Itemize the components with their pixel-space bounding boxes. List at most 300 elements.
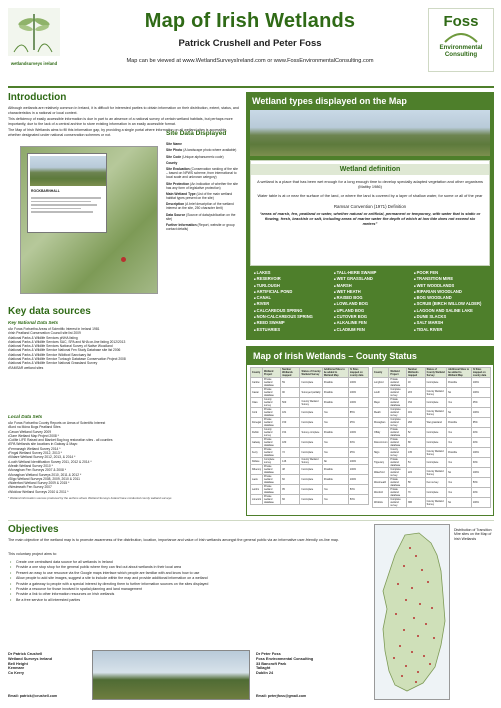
national-source-item: •National Parks & Wildlife Services pNHA listing (8, 335, 78, 340)
county-cell: Yes (447, 438, 472, 448)
site-data-item (166, 142, 240, 146)
county-cell: Complete wetland survey (389, 468, 407, 478)
wetland-type-item: ■ LAKES (254, 270, 332, 276)
county-cell: 50% (348, 485, 368, 495)
county-row (373, 388, 491, 398)
national-source-item: •National Parks & Wildlife Services SAC, SPA and NHA on-line listing 2012/2013 (8, 339, 126, 344)
map-marker[interactable] (421, 569, 423, 571)
map-marker[interactable] (411, 651, 413, 653)
objective-item: • Allow people to add site images, suggest a site to include within the map and provide additional information on a wetland (8, 576, 368, 581)
site-data-key: Site Code (166, 154, 182, 159)
local-source-item: •EPA Wetlands site locations in Galway & Mayo (8, 442, 78, 447)
county-table-right (372, 367, 491, 508)
county-cell: Meath (373, 408, 389, 418)
local-source-item: •Fingal Wetland Survey 2012, 2013 * (8, 451, 62, 456)
national-source-item: •National Parks & Wildlife Service Turlough Database Conservation Project 2008 (8, 357, 126, 362)
ramsar-title: Ramsar Convention (1971) Definition (333, 204, 407, 209)
contact-right (256, 652, 368, 676)
county-cell: 150 (281, 418, 300, 428)
county-header-cell: % Sites mapped on county data (471, 368, 490, 378)
national-title: Key National Data Sets (8, 320, 59, 325)
local-source-item: •Clare Wetland Map Project 2008 * (8, 433, 59, 438)
contact-left-email[interactable]: Email: patrick@crushell.com (8, 694, 58, 698)
county-cell: 100% (471, 498, 490, 508)
county-header-cell: Additional Sites to be added to Wetland Map (447, 368, 472, 378)
county-cell: County Wetland Survey (425, 408, 446, 418)
map-marker[interactable] (409, 547, 411, 549)
wetland-type-item: ■ RAISED BOG (334, 295, 412, 301)
county-row (251, 388, 369, 398)
map-marker[interactable] (417, 635, 419, 637)
county-cell: Private wetland database (389, 428, 407, 438)
map-marker[interactable] (425, 623, 427, 625)
county-row (373, 488, 491, 498)
county-cell: 25% (348, 448, 368, 458)
county-cell: Complete wetland survey (389, 388, 407, 398)
county-cell: Possible (322, 398, 348, 408)
national-source-item: •National Parks & Wildlife Service National Grassland Survey (8, 361, 98, 366)
county-cell: 54 (406, 458, 425, 468)
county-cell: Yes (322, 485, 348, 495)
site-data-value: (A landscape photo where available) (182, 148, 237, 153)
wetland-type-item: ■ RESERVOIR (254, 276, 332, 282)
map-marker[interactable] (393, 657, 395, 659)
contact-line: Dr Peter Foss (256, 652, 281, 656)
county-cell: 95 (281, 485, 300, 495)
national-source-item: •An Foras Forbartha Areas of Scientific Interest in Ireland 1981 (8, 327, 100, 331)
county-cell: Westmeath (373, 478, 389, 488)
county-row (373, 478, 491, 488)
wetland-type-item: ■ DUNE SLACKS (414, 314, 492, 320)
map-marker[interactable] (405, 665, 407, 667)
county-cell: Possible (447, 418, 472, 428)
county-header-cell: County (373, 368, 389, 378)
county-cell: 70 (406, 488, 425, 498)
map-marker[interactable] (415, 681, 417, 683)
site-popup-label: ROCKBARNHALL (31, 189, 60, 193)
foss-name: Foss (443, 13, 479, 30)
national-list (8, 327, 240, 370)
county-table-header (251, 368, 369, 378)
county-cell: 100% (348, 388, 368, 398)
county-cell: 85% (348, 408, 368, 418)
map-marker[interactable] (429, 663, 431, 665)
county-cell: 52 (406, 428, 425, 438)
leaf-icon (441, 30, 481, 44)
ireland-distribution-map[interactable] (374, 524, 450, 700)
county-row (373, 398, 491, 408)
local-source-item: •Louth Wetland Identification Survey 2011, 2012 & 2014 * (8, 459, 92, 464)
county-cell: Carlow (251, 378, 263, 388)
county-cell: County Wetland Survey (300, 458, 322, 465)
map-marker[interactable] (405, 599, 407, 601)
local-source-item: •Fermanagh Wetland Survey 2014 * (8, 446, 61, 451)
county-cell: 60 (281, 475, 300, 485)
county-cell: Incomplete (300, 378, 322, 388)
county-cell: 100% (348, 465, 368, 475)
national-source-item: •Irish Peatland Conservation Council site list 2009 (8, 331, 81, 336)
wetland-type-item: ■ WET GRASSLAND (334, 276, 412, 282)
county-cell: 18 (406, 378, 425, 388)
county-row (251, 495, 369, 505)
county-cell: 181 (406, 408, 425, 418)
county-cell: 100% (471, 388, 490, 398)
wetland-type-item: ■ RIPARIAN WOODLAND (414, 289, 492, 295)
map-marker[interactable] (399, 645, 401, 647)
county-cell: Incomplete (425, 458, 446, 468)
bog-landscape-photo (92, 650, 250, 700)
county-cell: Kerry (251, 448, 263, 458)
types-col-2 (334, 270, 412, 333)
site-data-item (166, 167, 240, 179)
county-cell: 100% (348, 458, 368, 465)
county-row (251, 438, 369, 448)
county-status-title: Map of Irish Wetlands – County Status (247, 347, 493, 365)
county-row (373, 428, 491, 438)
county-cell: 40% (471, 438, 490, 448)
objective-item: • Be a free service to all interested parties (8, 598, 368, 603)
intro-p3: The Map of Irish Wetlands aims to fill this information gap, by providing a single portal where information on all wetland sites is accessible, whether designated under national conservation schemes or not. (8, 128, 228, 137)
county-row (373, 418, 491, 428)
types-col-1 (254, 270, 332, 333)
site-map-marker[interactable] (121, 257, 126, 262)
wetland-type-item: ■ LOWLAND BOG (334, 301, 412, 307)
county-cell: Dublin (251, 428, 263, 438)
local-source-item: •An Foras Forbartha County Reports on Areas of Scientific Interest (8, 421, 106, 425)
local-title: Local Data Sets (8, 414, 43, 419)
county-cell: Possible (322, 428, 348, 438)
county-cell: 100% (348, 378, 368, 388)
site-data-list (166, 142, 240, 233)
county-cell: 50% (348, 495, 368, 505)
county-header-cell: Wetland Project (263, 368, 281, 378)
objectives-list (8, 560, 368, 603)
objective-item: • Present an easy to use resource via the Google maps interface which people are familiar with and know how to use (8, 571, 368, 576)
wetland-type-item: ■ LAGOON AND SALINE LAKE (414, 308, 492, 314)
wetland-type-item: ■ NON-CALCAREOUS SPRING (254, 314, 332, 320)
contact-left (8, 652, 90, 676)
county-cell: Laois (251, 475, 263, 485)
county-cell: Longford (373, 378, 389, 388)
logo-foss (428, 8, 494, 72)
wetland-type-item: ■ BOG WOODLAND (414, 295, 492, 301)
county-row (251, 458, 369, 465)
map-marker[interactable] (431, 607, 433, 609)
intro-p2: This deficiency of easily accessible information is due in part to an absence of a national survey of certain wetland habitats, but perhaps more importantly, due to the lack of a central archive to store existing information in an easily accessible format. (8, 117, 233, 126)
local-source-item: •Monaghan Wetland Surveys 2010, 2011 & 2012 * (8, 472, 82, 477)
objectives-title: Objectives (8, 524, 59, 535)
county-cell: Incomplete (300, 475, 322, 485)
contact-line: Dublin 24 (256, 671, 274, 676)
county-cell: Incomplete (300, 438, 322, 448)
local-source-item: •Waterford Wetland Survey 2009 & 2015 * (8, 481, 70, 486)
wetland-type-item: ■ REED SWAMP (254, 320, 332, 326)
wetland-type-item: ■ ESTUARIES (254, 327, 332, 333)
site-data-item (166, 155, 240, 159)
ireland-outline-icon (375, 525, 450, 700)
map-marker[interactable] (403, 629, 405, 631)
local-source-item: •Sligo Wetland Surveys 2008, 2009, 2010 & 2011 (8, 476, 80, 481)
county-row (373, 438, 491, 448)
dragonfly-logo-icon (8, 8, 60, 56)
county-cell: 154 (281, 428, 300, 438)
map-marker[interactable] (433, 637, 435, 639)
county-cell: 30% (348, 438, 368, 448)
county-cell: 59 (281, 378, 300, 388)
county-cell: No (447, 388, 472, 398)
county-cell: No (322, 458, 348, 465)
objective-item: • Provide a gateway to people with a special interest by directing them to further information sources on the sites displayed (8, 582, 368, 587)
site-popup-lines (28, 194, 106, 216)
contact-line: Bell Height (8, 661, 28, 666)
county-cell: Wicklow (373, 498, 389, 508)
contact-line: Co Kerry (8, 671, 25, 676)
county-cell: Private wetland database (389, 398, 407, 408)
county-row (373, 468, 491, 478)
map-marker[interactable] (397, 583, 399, 585)
county-cell: Incomplete (425, 488, 446, 498)
map-marker[interactable] (411, 587, 413, 589)
county-cell: 45% (471, 398, 490, 408)
county-row (251, 418, 369, 428)
objective-item: • Provide a one stop shop for the general public where they can find out about wetlands in their local area (8, 565, 368, 570)
county-cell: County Wetland Survey (425, 388, 446, 398)
county-cell: Leitrim (251, 485, 263, 495)
county-cell: 386 (406, 498, 425, 508)
county-cell: Incomplete (425, 378, 446, 388)
county-cell: Galway (251, 438, 263, 448)
site-data-value: (A brief description of the wetland interest on the site, 250 character limit) (166, 202, 234, 211)
county-cell: Private wetland database (389, 378, 407, 388)
county-cell: 40% (471, 428, 490, 438)
county-cell: Yes (322, 408, 348, 418)
definition-p1: A wetland is a place that has been wet enough for a long enough time to develop specially adapted vegetation and other organisms (Maltby 1986) (257, 179, 483, 189)
site-data-item (166, 148, 240, 152)
county-cell: 222 (406, 468, 425, 478)
county-cell: 40% (471, 488, 490, 498)
county-cell: County Wetland Survey (425, 448, 446, 458)
county-row (251, 448, 369, 458)
map-marker[interactable] (401, 675, 403, 677)
county-cell: 100% (348, 398, 368, 408)
county-cell: Private wetland database (263, 438, 281, 448)
county-cell: County Wetland Survey (425, 468, 446, 478)
county-cell: County Wetland Survey (425, 498, 446, 508)
county-cell: Yes (322, 438, 348, 448)
county-cell: Monaghan (373, 418, 389, 428)
county-cell: 90 (281, 388, 300, 398)
contact-right-email[interactable]: Email: peterjfoss@gmail.com (256, 694, 307, 698)
county-cell: Yes (447, 478, 472, 488)
county-row (251, 408, 369, 418)
county-cell: Surveyed partially (300, 388, 322, 398)
county-cell: Wexford (373, 488, 389, 498)
wetland-type-item: ■ CANAL (254, 295, 332, 301)
county-cell: Wet grassland (425, 418, 446, 428)
county-cell: 100% (471, 468, 490, 478)
authors: Patrick Crushell and Peter Foss (178, 38, 322, 49)
county-cell: Private wetland database (263, 408, 281, 418)
county-header-cell: Additional Sites to be added to Wetland Map (322, 368, 348, 378)
objective-item: • Provide a link to other information resources on Irish wetlands (8, 592, 368, 597)
national-source-item: •RAMSAR wetland sites (8, 365, 44, 370)
wetland-type-item: ■ CUTOVER BOG (334, 314, 412, 320)
county-cell: No (447, 468, 472, 478)
county-cell: Clare (251, 398, 263, 408)
county-cell: Kildare (251, 458, 263, 465)
county-cell: Possible (322, 475, 348, 485)
county-cell: 66 (281, 495, 300, 505)
definition-title: Wetland definition (251, 164, 489, 175)
wetland-type-item: ■ UPLAND BOG (334, 308, 412, 314)
wetland-type-item: ■ RIVER (254, 301, 332, 307)
wetland-type-item: ■ ARTIFICIAL POND (254, 289, 332, 295)
county-cell: Incomplete (425, 398, 446, 408)
county-cell: Complete wetland survey (389, 418, 407, 428)
map-marker[interactable] (419, 603, 421, 605)
wetland-type-item: ■ CALCAREOUS SPRING (254, 308, 332, 314)
national-source-item: •National Parks & Wildlife Service National Fen Study Database site list 2006 (8, 348, 121, 353)
county-row (251, 485, 369, 495)
county-cell: Yes (447, 488, 472, 498)
county-cell: 100% (471, 408, 490, 418)
county-cell: Private wetland database (389, 458, 407, 468)
county-cell: Mayo (373, 398, 389, 408)
map-marker[interactable] (427, 581, 429, 583)
site-data-title: Site Data Displayed (166, 130, 227, 137)
county-cell: 135 (406, 448, 425, 458)
county-cell: Private wetland database (263, 388, 281, 398)
contact-line: 33 Bancroft Park (256, 661, 287, 666)
site-data-key: Data Source (166, 212, 186, 217)
intro-p1: Although wetlands are relatively common in Ireland, it is difficult for interested parties to obtain information on their distribution, extent, status, and characteristics in a national or local context. (8, 106, 239, 115)
county-cell: Louth (373, 388, 389, 398)
county-cell: Private wetland database (389, 438, 407, 448)
county-cell: Private wetland database (263, 465, 281, 475)
contact-line: Foss Environmental Consulting (256, 656, 314, 661)
site-data-key: Site Name (166, 142, 182, 146)
ramsar-text: “areas of marsh, fen, peatland or water, whether natural or artificial, permanent or temporary, with water that is static or flowing, fresh, brackish or salt, including areas of marine water the depth of which at low tide does not exceed six meters” (259, 211, 481, 227)
county-cell: Complete wetland survey (389, 408, 407, 418)
objective-item: • Create one centralised data source for all wetlands in Ireland (8, 560, 368, 565)
county-cell: 100% (348, 475, 368, 485)
county-cell: Kilkenny (251, 465, 263, 475)
page-title: Map of Irish Wetlands (144, 10, 356, 32)
site-data-value: (An indication of whether the site has any form of legislative protection) (166, 181, 239, 190)
local-source-item: •Kildare Wetland Survey 2012, 2013, & 2014 * (8, 455, 76, 460)
map-marker[interactable] (403, 565, 405, 567)
wetland-types-panel (246, 92, 494, 340)
map-marker[interactable] (415, 555, 417, 557)
local-list (8, 421, 240, 494)
map-marker[interactable] (423, 655, 425, 657)
site-data-key: Site Photo (166, 148, 183, 153)
objectives-intro: The main objective of the wetland map is to promote awareness of the distribution, location, importance and value of Irish wetlands amongst the general public via an informative user-friendly on-line map. (8, 538, 340, 542)
county-cell: County wetland survey (263, 398, 281, 408)
intro-title: Introduction (8, 92, 67, 103)
county-row (373, 498, 491, 508)
contact-line: Kenmare (8, 666, 25, 671)
definition-box (250, 160, 490, 266)
county-row (251, 465, 369, 475)
contact-line: Dr Patrick Crushell (8, 652, 43, 656)
local-source-item: •Cavan Wetland Survey 2009 (8, 429, 52, 434)
site-data-key: Description (166, 202, 185, 207)
site-data-value: (Conservation ranking of the site – based on NPWS scheme, from international to local scale and unknown category) (166, 167, 239, 180)
county-header-cell: Wetland Project (389, 368, 407, 378)
county-cell: Incomplete (300, 448, 322, 458)
site-data-item (166, 223, 240, 231)
foss-sub: Environmental Consulting (439, 44, 483, 58)
county-cell: Sligo (373, 448, 389, 458)
county-table-header (373, 368, 491, 378)
wetland-type-item: ■ ALKALINE FEN (334, 320, 412, 326)
county-cell: Incomplete (300, 485, 322, 495)
objectives-lead: This voluntary project aims to: (8, 552, 57, 556)
site-data-key: Site Evaluation (166, 167, 190, 172)
local-source-item: •Wicklow Wetland Surveys 2010 & 2011 * (8, 489, 69, 494)
county-cell: 50% (471, 478, 490, 488)
site-data-item (166, 213, 240, 221)
county-cell: Yes (322, 448, 348, 458)
county-cell: Possible (447, 448, 472, 458)
county-cell: 72 (281, 448, 300, 458)
county-header-cell: Number Wetlands mapped (281, 368, 300, 378)
types-col-3 (414, 270, 492, 333)
site-data-item (166, 192, 240, 200)
wetland-type-item: ■ TIDAL RIVER (414, 327, 492, 333)
county-cell: 266 (406, 418, 425, 428)
definition-p2: Water table is at or near the surface of the land, or where the land is covered by a layer of shallow water, for some or all of the year (257, 193, 483, 198)
wetland-type-item: ■ SCRUB (BIRCH WILLOW ALDER) (414, 301, 492, 307)
map-marker[interactable] (395, 613, 397, 615)
site-data-key: Further Information (166, 223, 197, 228)
site-popup-photo (30, 156, 106, 186)
site-data-value: (Source of data/publication on the site) (166, 212, 236, 221)
county-cell: 48 (281, 465, 300, 475)
site-data-value: (Unique alphanumeric code) (181, 154, 224, 159)
county-cell: Yes (447, 398, 472, 408)
county-cell: Survey complete (300, 428, 322, 438)
county-cell: 25% (348, 418, 368, 428)
wetland-type-item: ■ WET HEATH (334, 289, 412, 295)
objectives-divider (8, 520, 494, 521)
local-source-item: •Monaghan Fen Surveys 2007 & 2008 * (8, 468, 66, 473)
county-cell: 100% (471, 448, 490, 458)
county-cell: Roscommon (373, 438, 389, 448)
site-data-item (166, 182, 240, 190)
county-cell: Yes (447, 458, 472, 468)
county-cell: Complete wetland survey (389, 498, 407, 508)
site-data-value: (Report, website or group contact details) (166, 223, 235, 232)
county-cell: 58 (406, 478, 425, 488)
county-cell: Cork (251, 408, 263, 418)
county-cell: Private wetland database (389, 478, 407, 488)
local-source-item: •Westmeath Fen Survey 2007 (8, 485, 52, 490)
map-marker[interactable] (417, 671, 419, 673)
county-cell: 146 (281, 458, 300, 465)
url-line[interactable]: Map can be viewed at www.WetlandSurveysIreland.com or www.FossEnvironmentalConsulting.com (126, 58, 374, 64)
county-cell: Possible (322, 388, 348, 398)
county-cell: Offaly (373, 428, 389, 438)
county-header-cell: County (251, 368, 263, 378)
site-popup (27, 153, 107, 233)
wetland-landscape-photo (250, 110, 490, 156)
wetland-type-item: ■ TURLOUGH (254, 283, 332, 289)
map-marker[interactable] (413, 617, 415, 619)
county-cell: No (447, 498, 472, 508)
county-cell: No (447, 408, 472, 418)
